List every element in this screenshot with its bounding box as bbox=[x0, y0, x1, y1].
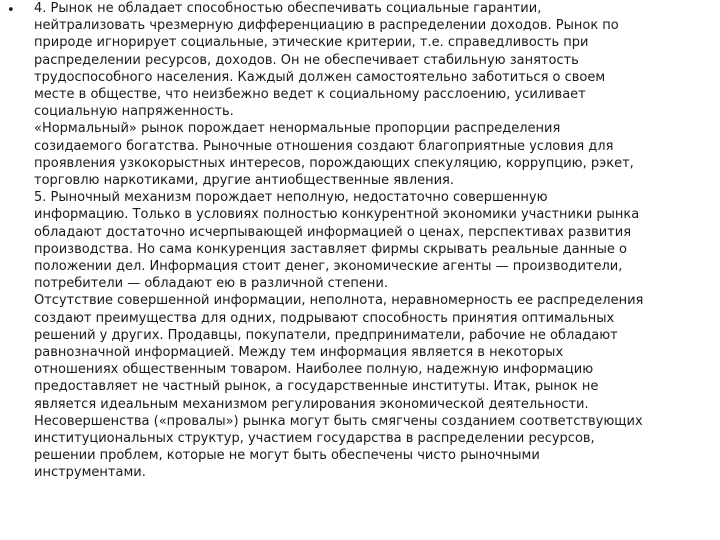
text-line: решений у других. Продавцы, покупатели, предприниматели, рабочие не обладают bbox=[34, 327, 618, 343]
body-text bbox=[34, 0, 714, 482]
text-line: создают преимущества для одних, подрывают способность принятия оптимальных bbox=[34, 310, 615, 326]
text-line: производства. Но сама конкуренция заставляет фирмы скрывать реальные данные о bbox=[34, 241, 627, 257]
text-line: институциональных структур, участием государства в распределении ресурсов, bbox=[34, 431, 595, 447]
text-line: трудоспособного населения. Каждый должен самостоятельно заботиться о своем bbox=[34, 69, 606, 85]
text-line: торговлю наркотиками, другие антиобщественные явления. bbox=[34, 173, 454, 189]
text-line: распределении ресурсов, доходов. Он не обеспечивает стабильную занятость bbox=[34, 52, 579, 68]
text-line: месте в обществе, что неизбежно ведет к социальному расслоению, усиливает bbox=[34, 87, 586, 103]
text-line: решении проблем, которые не могут быть обеспечены чисто рыночными bbox=[34, 448, 540, 464]
text-line: предоставляет не частный рынок, а государственные институты. Итак, рынок не bbox=[34, 379, 599, 395]
text-line: Несовершенства («провалы») рынка могут быть смягчены созданием соответствующих bbox=[34, 413, 643, 429]
text-line: созидаемого богатства. Рыночные отношения создают благоприятные условия для bbox=[34, 138, 614, 154]
text-line: равнозначной информацией. Между тем информация является в некоторых bbox=[34, 345, 564, 361]
text-line: 5. Рыночный механизм порождает неполную, недостаточно совершенную bbox=[34, 190, 548, 206]
text-line: нейтрализовать чрезмерную дифференциацию в распределении доходов. Рынок по bbox=[34, 18, 619, 34]
text-line: положении дел. Информация стоит денег, экономические агенты — производители, bbox=[34, 259, 623, 275]
text-line: потребители — обладают ею в различной степени. bbox=[34, 276, 388, 292]
text-line: Отсутствие совершенной информации, неполнота, неравномерность ее распределения bbox=[34, 293, 644, 309]
text-line: информацию. Только в условиях полностью конкурентной экономики участники рынка bbox=[34, 207, 640, 223]
text-line: проявления узкокорыстных интересов, порождающих спекуляцию, коррупцию, рэкет, bbox=[34, 155, 634, 171]
text-line: «Нормальный» рынок порождает ненормальные пропорции распределения bbox=[34, 121, 561, 137]
bullet-marker: • bbox=[7, 3, 15, 18]
text-line: отношениях общественным товаром. Наиболее полную, надежную информацию bbox=[34, 362, 594, 378]
text-line: социальную напряженность. bbox=[34, 104, 234, 120]
text-line: обладают достаточно исчерпывающей информацией о ценах, перспективах развития bbox=[34, 224, 632, 240]
text-line: природе игнорирует социальные, этические критерии, т.е. справедливость при bbox=[34, 35, 589, 51]
text-line: 4. Рынок не обладает способностью обеспечивать социальные гарантии, bbox=[34, 1, 542, 16]
text-line: является идеальным механизмом регулирования экономической деятельности. bbox=[34, 396, 589, 412]
text-line: инструментами. bbox=[34, 465, 146, 481]
